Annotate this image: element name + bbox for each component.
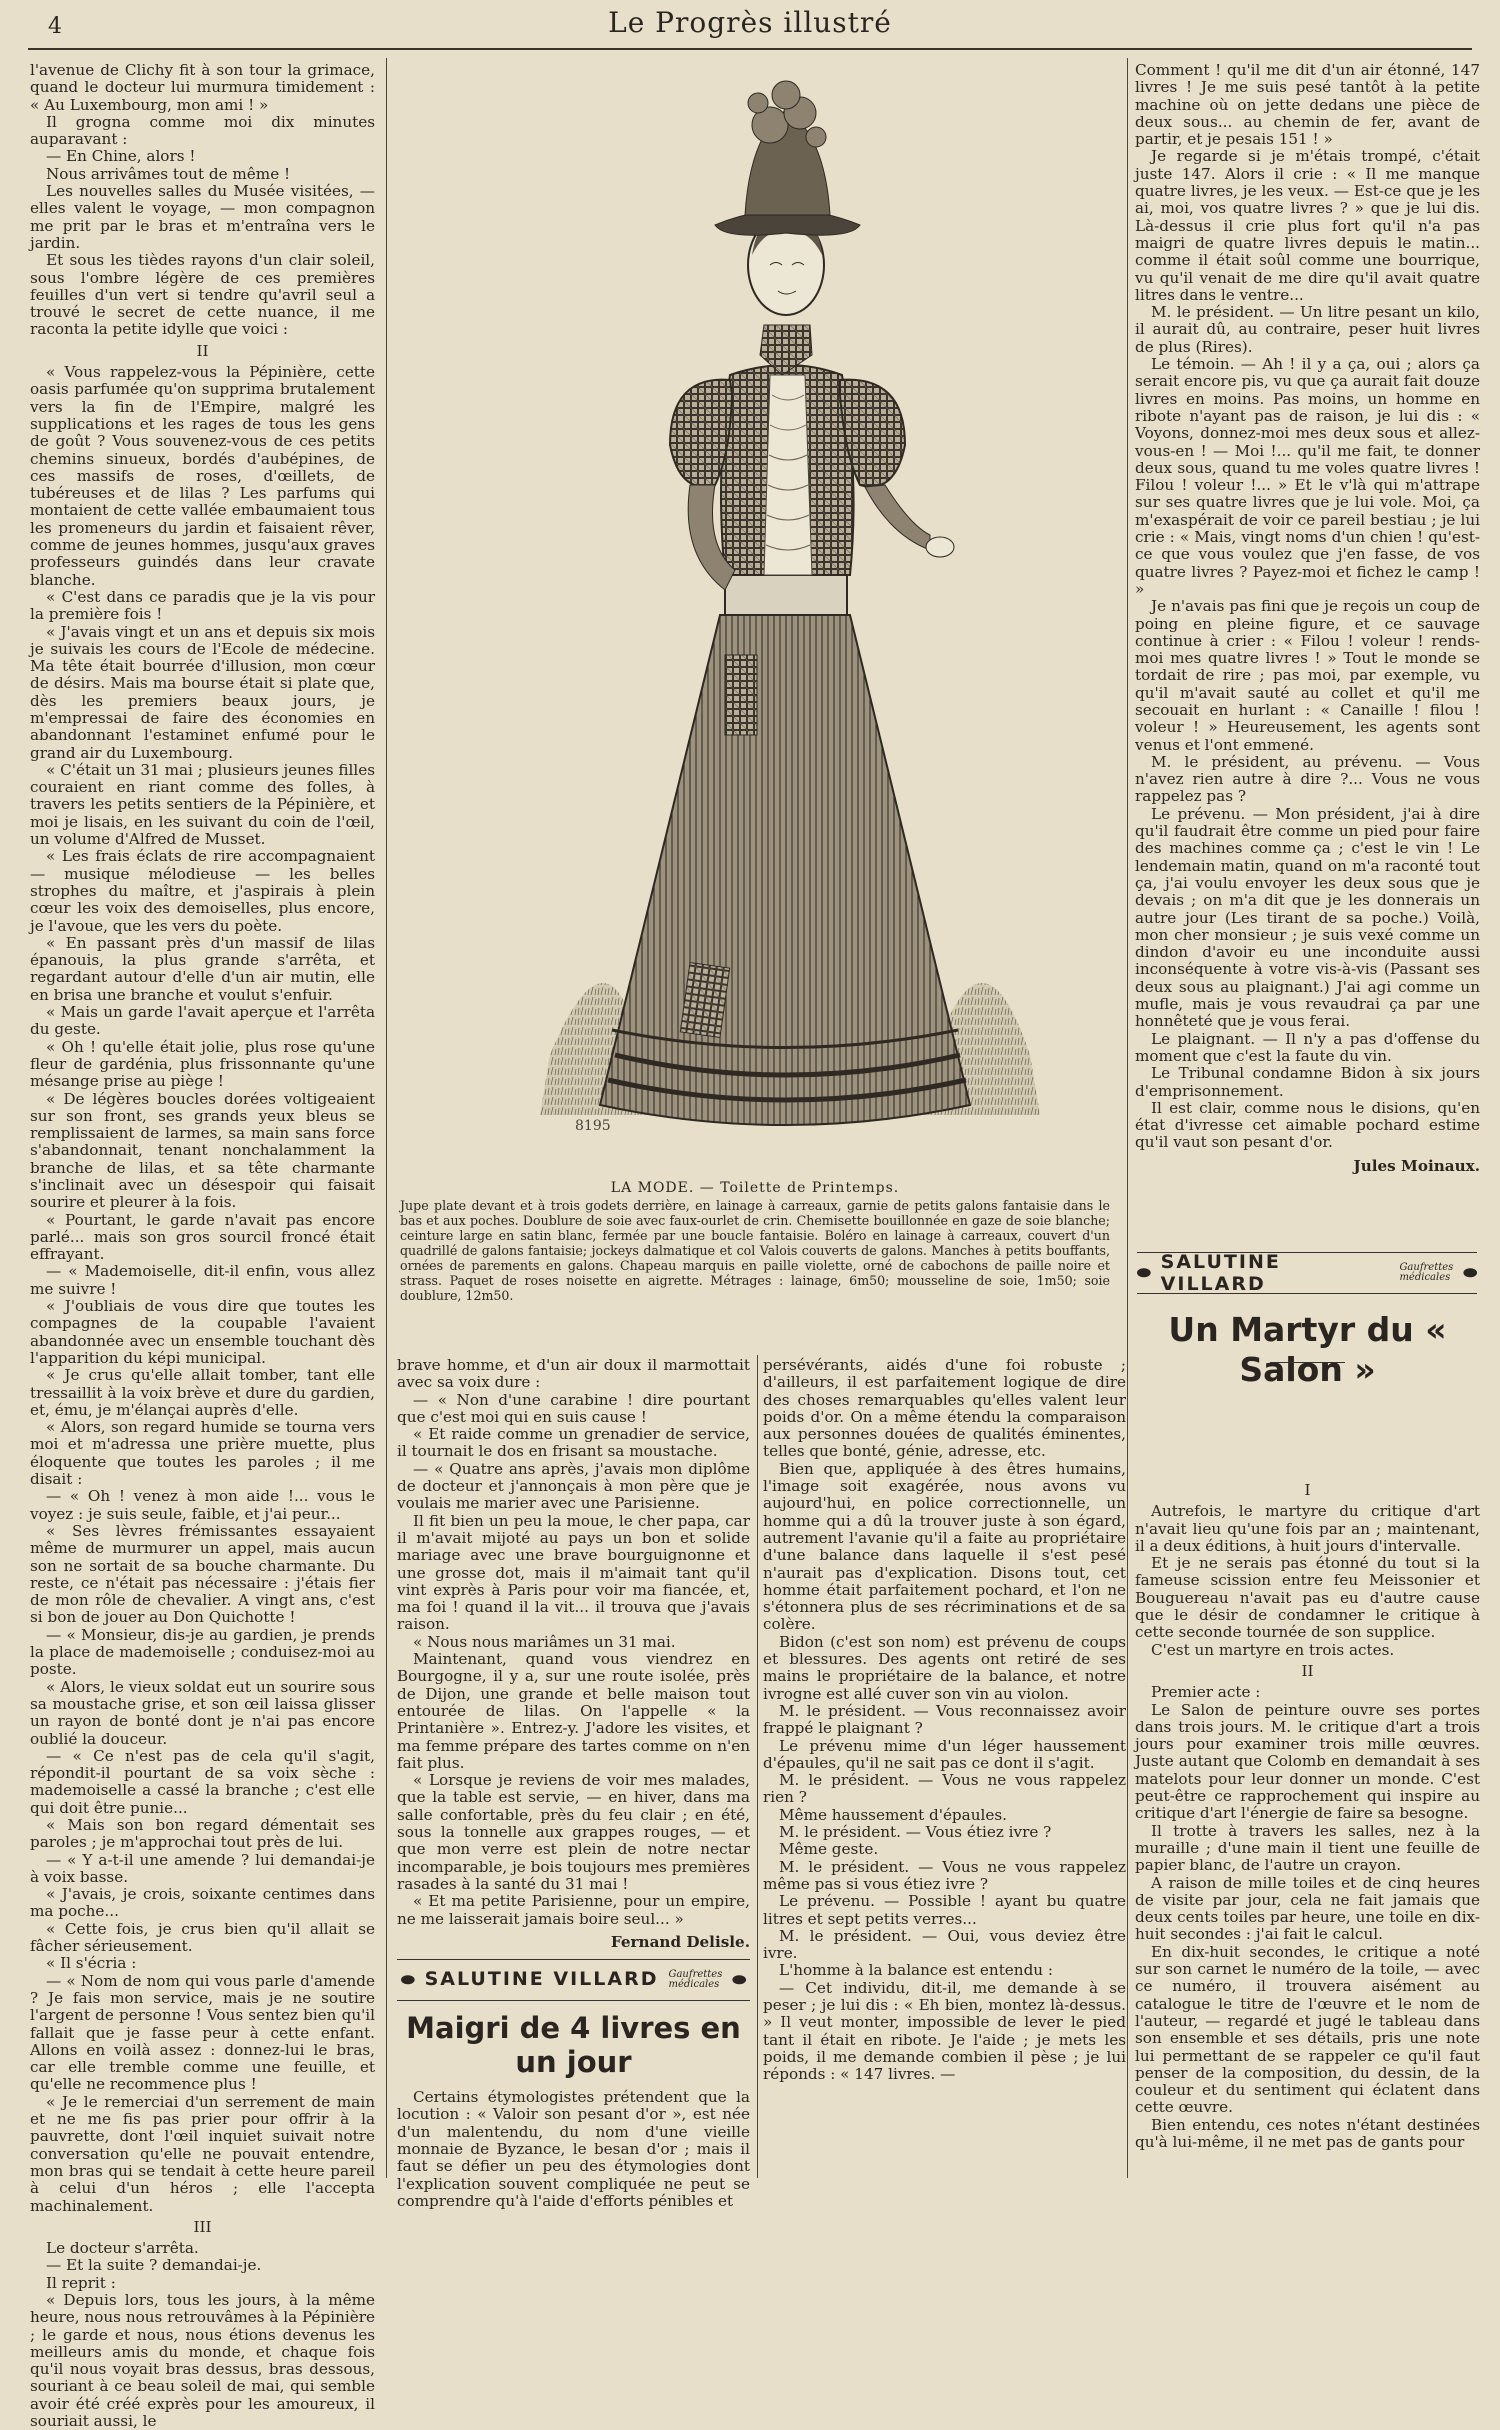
paragraph: Et je ne serais pas étonné du tout si la fameuse scission entre feu Meissonier et Bouguereau n'avait pas eu d'autre cause que le désir de condamner le critique à cette seconde tournée de son supplice. [1135, 1554, 1480, 1642]
paragraph: Bien entendu, ces notes n'étant destinées qu'à lui-même, il ne met pas de gants pour [1135, 2115, 1480, 2151]
paragraph: Je regarde si je m'étais trompé, c'était juste 147. Alors il crie : « Il me manque quatre livres, je les veux. — Est-ce que je les ai, moi, vos quatre livres ? » que je lui dis. Là-dessus il crie plus fort qu'il n'a pas maigri de quatre livres depuis le matin... comme il était soûl comme une bourrique, vu qu'il venait de me dire qu'il avait quatre litres dans le ventre... [1135, 147, 1480, 304]
paragraph: Le prévenu. — Mon président, j'ai à dire qu'il faudrait être comme un pied pour faire des machines comme ça ; c'est le vin ! Le lendemain matin, quand on m'a raconté tout ça, j'ai voulu envoyer les deux sous que je devais ; on m'a dit que je les donnerais un autre jour (Les tirant de sa poche.) Voilà, mon cher monsieur ; je suis vexé comme un dindon d'avoir eu une inconduite aussi inconséquente à votre vis-à-vis (Passant ses deux sous au plaignant.) J'ai agi comme un mufle, mais je vous revaudrai ça par une honnêteté que je vous ferai. [1135, 804, 1480, 1031]
paragraph: Je n'avais pas fini que je reçois un coup de poing en pleine figure, et ce sauvage continue à crier : « Filou ! voleur ! rends-moi mes quatre livres ! » Tout le monde se tordait de rire ; pas moi, par exemple, vu qu'il m'avait sauté au collet et qu'il me secouait en hurlant : « Canaille ! filou ! voleur ! » Heureusement, les agents sont venus et l'ont emmené. [1135, 597, 1480, 754]
illustration-caption-title: LA MODE. — Toilette de Printemps. [610, 1180, 900, 1196]
paragraph: M. le président. — Vous reconnaissez avoir frappé le plaignant ? [763, 1701, 1126, 1738]
pill-icon: ⬬ [732, 1970, 747, 1990]
paragraph: A raison de mille toiles et de cinq heures de visite par jour, cela ne fait jamais que deux cents toiles par heure, une toile en dix-huit secondes : j'ai fait le calcul. [1135, 1873, 1480, 1944]
pill-icon: ⬬ [1137, 1263, 1151, 1282]
paragraph: Le plaignant. — Il n'y a pas d'offense du moment que c'est la faute du vin. [1135, 1029, 1480, 1065]
paragraph: « Ses lèvres frémissantes essayaient même de murmurer un appel, mais aucun son ne sortait de sa bouche charmante. Du reste, ce n'était pas nécessaire : j'étais fier de mon rôle de chevalier. A vingt ans, c'est si bon de jouer au Don Quichotte ! [30, 1521, 375, 1627]
page-number: 4 [48, 14, 62, 39]
section-number: II [196, 341, 209, 360]
paragraph: « Depuis lors, tous les jours, à la même heure, nous nous retrouvâmes à la Pépinière ; le garde et nous, nous étions devenus les meilleurs amis du monde, et chaque fois qu'il nous voyait bras dessus, bras dessous, souriant à ce beau soleil de mai, qui semble avoir été créé exprès pour les amoureux, il souriait aussi, le [30, 2291, 375, 2430]
paragraph: Il fit bien un peu la moue, le cher papa, car il m'avait mijoté au pays un bon et solide mariage avec une brave bourguignonne et une grosse dot, mais il m'aimait tant qu'il vint exprès à Paris pour voir ma fiancée, et, ma foi ! quand il la vit... il trouva que j'avais raison. [397, 1511, 750, 1634]
ad-subtitle-line: Gaufrettes [668, 1969, 723, 1981]
paragraph: En dix-huit secondes, le critique a noté sur son carnet le numéro de la toile, — avec ce numéro, il trouvera aisément au catalogue le titre de l'œuvre et le nom de l'auteur, — regardé et jugé le tableau dans son ensemble et ses détails, pris une note lui permettant de se rappeler ce qu'il faut penser de la composition, du dessin, de la couleur et du sentiment qui éclatent dans cette œuvre. [1135, 1942, 1480, 2117]
paragraph: Bidon (c'est son nom) est prévenu de coups et blessures. Des agents ont retiré de ses mains le propriétaire de la balance, et notre ivrogne est allé cuver son vin au violon. [763, 1632, 1126, 1703]
paragraph: « J'avais vingt et un ans et depuis six mois je suivais les cours de l'Ecole de médecine. Ma tête était bourrée d'illusion, mon cœur de désirs. Mais ma bourse était si plate que, dès les premiers beaux jours, je m'empressai de faire des économies en abandonnant l'estaminet enfumé pour le grand air du Luxembourg. [30, 622, 375, 762]
article-headline: Un Martyr du « Salon » [1168, 1310, 1447, 1389]
column-4 [1135, 62, 1480, 1237]
author-signature: Fernand Delisle. [610, 1932, 750, 1951]
paragraph: Nous arrivâmes tout de même ! [46, 164, 291, 183]
paragraph: « Mais un garde l'avait aperçue et l'arrêta du geste. [30, 1003, 375, 1039]
paragraph: Et sous les tièdes rayons d'un clair soleil, sous l'ombre légère de ces premières feuilles d'un vert si tendre qu'avril seul a trouvé le secret de cette nuance, il me raconta la petite idylle que voici : [30, 251, 375, 339]
paragraph: « J'avais, je crois, soixante centimes dans ma poche... [30, 1885, 375, 1921]
paragraph: Comment ! qu'il me dit d'un air étonné, 147 livres ! Je me suis pesé tantôt à la petite machine où on jette dedans une pièce de deux sous... au chemin de fer, avant de partir, et je pesais 151 ! » [1135, 61, 1480, 149]
paragraph: « Il s'écria : [46, 1954, 137, 1973]
ad-subtitle-line: Gaufrettes [1399, 1262, 1454, 1273]
engraver-mark: 8195 [575, 1118, 611, 1134]
paragraph: M. le président. — Oui, vous deviez être ivre. [763, 1926, 1126, 1963]
pill-icon: ⬬ [1463, 1263, 1477, 1282]
pill-icon: ⬬ [400, 1970, 415, 1990]
column-2 [397, 1356, 750, 2210]
paragraph: Il trotte à travers les salles, nez à la muraille ; d'une main il tient une feuille de papier blanc, de l'autre un crayon. [1135, 1821, 1480, 1875]
paragraph: Certains étymologistes prétendent que la locution : « Valoir son pesant d'or », est née d'un malentendu, du nom d'une vieille monnaie de Byzance, le besan d'or ; mais il faut se défier un peu des étymologies dont l'explication souvent compliquée ne peut se comprendre qu'à l'aide d'efforts pénibles et [397, 2088, 750, 2210]
column-1 [30, 61, 375, 2430]
paragraph: « Je le remerciai d'un serrement de main et ne me fis pas prier pour offrir à la pauvrette, dont l'œil inquiet suivait notre conversation qu'elle ne pouvait entendre, mon bras qui se tendait à cette heure pareil à celui d'un héros ; elle l'accepta machinalement. [30, 2092, 375, 2215]
ad-brand: SALUTINE VILLARD [1160, 1251, 1281, 1295]
paragraph: M. le président, au prévenu. — Vous n'avez rien autre à dire ?... Vous ne vous rappelez pas ? [1135, 752, 1480, 806]
paragraph: « Pourtant, le garde n'avait pas encore parlé... mais son gros sourcil froncé était effrayant. [30, 1210, 375, 1264]
paragraph: « Et raide comme un grenadier de service, il tournait le dos en frisant sa moustache. [397, 1425, 750, 1461]
paragraph: M. le président. — Vous ne vous rappelez même pas si vous étiez ivre ? [763, 1857, 1126, 1893]
paragraph: Il reprit : [46, 2273, 116, 2292]
section-number: I [1304, 1481, 1311, 1499]
ad-subtitle [668, 1970, 722, 1990]
paragraph: « J'oubliais de vous dire que toutes les compagnes de la coupable l'avaient abandonnée avec un ensemble touchant dès l'apparition du képi municipal. [30, 1297, 375, 1367]
paragraph: « Alors, son regard humide se tourna vers moi et m'adressa une prière muette, plus éloquente que toutes les paroles ; il me disait : [30, 1418, 375, 1489]
header-rule [28, 48, 1472, 50]
paragraph: Le prévenu mime d'un léger haussement d'épaules, qu'il ne sait pas ce dont il s'agit. [763, 1736, 1126, 1772]
paragraph: Le docteur s'arrêta. [46, 2239, 199, 2258]
paragraph: — « Ce n'est pas de cela qu'il s'agit, répondit-il pourtant de sa voix sèche : mademoiselle a cassé la branche ; c'est elle qui doit être punie... [30, 1746, 375, 1817]
paragraph: — Cet individu, dit-il, me demande à se peser ; je lui dis : « Eh bien, montez là-dessus. » Il veut monter, impossible de lever le pied tant il était en ribote. Je l'aide ; je mets les poids, il me demande combien il pèse ; je lui réponds : « 147 livres. — [763, 1978, 1126, 2084]
paragraph: — « Monsieur, dis-je au gardien, je prends la place de mademoiselle ; conduisez-moi au poste. [30, 1625, 375, 1679]
paragraph: l'avenue de Clichy fit à son tour la grimace, quand le docteur lui murmura timidement : « Au Luxembourg, mon ami ! » [30, 61, 375, 114]
paragraph: « Les frais éclats de rire accompagnaient — musique mélodieuse — les belles strophes du maître, et j'aspirais à plein cœur les voix des demoiselles, plus encore, je l'avoue, que les vers du poète. [30, 847, 375, 935]
salutine-advertisement [397, 1959, 750, 2001]
paragraph: persévérants, aidés d'une foi robuste ; d'ailleurs, il est parfaitement logique de dire des choses remarquables qu'elles valent leur poids d'or. On a même étendu la comparaison aux personnes douées de qualités éminentes, telles que bonté, génie, adresse, etc. [763, 1356, 1126, 1461]
paragraph: « Je crus qu'elle allait tomber, tant elle tressaillit à la voix brève et dure du gardien, et, ému, je m'élançai auprès d'elle. [30, 1366, 375, 1419]
illustration-caption: Jupe plate devant et à trois godets derrière, en lainage à carreaux, garnie de petits galons fantaisie dans le bas et aux poches. Doublure de soie avec faux-ourlet de crin. Chemisette bouillonnée en gaze de soie blanche; ceinture large en satin blanc, fermée par une boucle fantaisie. Boléro en lainage à carreaux, couvert d'un quadrillé de galons fantaisie; jockeys dalmatique et col Valois couverts de galons. Manches à petits bouffants, ornées de parements en galons. Chapeau marquis en paille violette, orné de cabochons de paille noire et strass. Paquet de roses noisette en aigrette. Métrages : lainage, 6m50; mousseline de soie, 1m50; soie doublure, 12m50. [400, 1198, 1110, 1303]
paragraph: — « Y a-t-il une amende ? lui demandai-je à voix basse. [30, 1850, 375, 1886]
masthead: Le Progrès illustré [608, 6, 892, 39]
column-divider [1127, 58, 1128, 2178]
paragraph: Le prévenu. — Possible ! ayant bu quatre litres et sept petits verres... [763, 1892, 1126, 1928]
paragraph: M. le président. — Vous étiez ivre ? [779, 1823, 1052, 1842]
paragraph: « Vous rappelez-vous la Pépinière, cette oasis parfumée qu'on supprima brutalement vers la fin de l'Empire, malgré les supplications et les rages de tous les gens de goût ? Vous souvenez-vous de ces petits chemins sinueux, bordés d'aubépines, de ces massifs de roses, d'œillets, de tubéreuses et de lilas ? Les parfums qui montaient de cette vallée embaumaient tous les promeneurs du jardin et faisaient rêver, comme de jeunes hommes, jusqu'aux graves professeurs guindés dans leur cravate blanche. [30, 363, 375, 589]
paragraph: « Et ma petite Parisienne, pour un empire, ne me laisserait jamais boire seul... » [397, 1892, 750, 1928]
paragraph: « C'était un 31 mai ; plusieurs jeunes filles couraient en riant comme des folles, à travers les petits sentiers de la Pépinière, et moi je lisais, en les suivant du coin de l'œil, un volume d'Alfred de Musset. [30, 760, 375, 849]
paragraph: Premier acte : [1151, 1683, 1261, 1702]
headline-rule [1270, 1362, 1345, 1363]
paragraph: Même geste. [779, 1840, 879, 1859]
fashion-engraving-illustration [520, 55, 1050, 1180]
paragraph: Le Salon de peinture ouvre ses portes dans trois jours. M. le critique d'art a trois jours pour examiner trois mille œuvres. Juste autant que Colomb en demandait à ses matelots pour leur donner un monde. C'est peut-être ce rapprochement qui inspire au critique d'art l'énergie de faire sa besogne. [1135, 1700, 1480, 1823]
paragraph: — « Quatre ans après, j'avais mon diplôme de docteur et j'annonçais à mon père que je voulais me marier avec une Parisienne. [397, 1459, 750, 1513]
paragraph: — « Oh ! venez à mon aide !... vous le voyez : je suis seule, faible, et j'ai peur... [30, 1487, 375, 1523]
column-divider [386, 58, 387, 2178]
paragraph: « Oh ! qu'elle était jolie, plus rose qu'une fleur de gardénia, plus frissonnante qu'une mésange prise au piège ! [30, 1037, 375, 1091]
paragraph: « Cette fois, je crus bien qu'il allait se fâcher sérieusement. [30, 1919, 375, 1956]
paragraph: M. le président. — Vous ne vous rappelez rien ? [763, 1771, 1126, 1807]
section-number: III [193, 2217, 212, 2236]
paragraph: « Nous nous mariâmes un 31 mai. [413, 1632, 676, 1651]
ad-subtitle-line: médicales [668, 1979, 720, 1991]
column-4-continued [1135, 1478, 1480, 2178]
paragraph: « De légères boucles dorées voltigeaient sur son front, ses grands yeux bleus se remplissaient de larmes, sa main sans force s'abandonnait, tenant nonchalamment la branche de lilas, et sa tête charmante s'inclinait avec un désespoir qui faisait sourire et pleurer à la fois. [30, 1089, 375, 1212]
ad-subtitle [1399, 1263, 1453, 1283]
paragraph: Autrefois, le martyre du critique d'art n'avait lieu qu'une fois par an ; maintenant, il a deux éditions, à huit jours d'intervalle. [1135, 1502, 1480, 1555]
paragraph: — En Chine, alors ! [46, 147, 196, 166]
paragraph: Les nouvelles salles du Musée visitées, — elles valent le voyage, — mon compagnon me prit par le bras et m'entraîna vers le jardin. [30, 182, 375, 252]
paragraph: L'homme à la balance est entendu : [779, 1961, 1054, 1980]
paragraph: — « Mademoiselle, dit-il enfin, vous allez me suivre ! [30, 1262, 375, 1298]
paragraph: Le Tribunal condamne Bidon à six jours d'emprisonnement. [1135, 1064, 1480, 1100]
paragraph: — Et la suite ? demandai-je. [46, 2256, 262, 2275]
paragraph: Il grogna comme moi dix minutes auparavant : [30, 112, 375, 149]
paragraph: C'est un martyre en trois actes. [1151, 1640, 1395, 1659]
paragraph: « Lorsque je reviens de voir mes malades, que la table est servie, — en hiver, dans ma salle confortable, près du feu clair ; en été, sous la tonnelle aux grappes rouges, — et que mon verre est plein de notre nectar incomparable, je bois toujours mes premières rasades à la santé du 31 mai ! [397, 1771, 750, 1893]
paragraph: — « Non d'une carabine ! dire pourtant que c'est moi qui en suis cause ! [397, 1390, 750, 1426]
author-signature: Jules Moinaux. [1353, 1156, 1480, 1175]
ad-brand: SALUTINE VILLARD [424, 1968, 659, 1991]
paragraph: brave homme, et d'un air doux il marmottait avec sa voix dure : [397, 1356, 750, 1392]
paragraph: « En passant près d'un massif de lilas épanouis, la plus grande s'arrêta, et regardant autour d'elle d'un air mutin, elle en brisa une branche et voulut s'enfuir. [30, 933, 375, 1004]
paragraph: « C'est dans ce paradis que je la vis pour la première fois ! [30, 587, 375, 624]
salutine-advertisement [1137, 1252, 1477, 1294]
paragraph: Le témoin. — Ah ! il y a ça, oui ; alors ça serait encore pis, vu que ça aurait fait douze livres en moins. Pas moins, un homme en ribote n'ayant pas de raison, je lui dis : « Voyons, donnez-moi mes deux sous et allez-vous-en ! — Moi !... qu'il me fait, te donner deux sous, quand tu me voles quatre livres ! Filou ! voleur !... » Et le v'là qui m'attrape sur ses quatre livres que je lui vole. Moi, ça m'exaspérait de voir ce pareil bestiau ; je lui crie : « Mais, vingt noms d'un chien ! qu'est-ce que vous voulez que j'en fasse, de vos quatre livres ? Payez-moi et fichez le camp ! » [1135, 355, 1480, 598]
paragraph: Bien que, appliquée à des êtres humains, l'image soit exagérée, nous avons vu aujourd'hui, en police correctionnelle, un homme qui a dû la trouver juste à son égard, autrement l'avanie qu'il a faite au propriétaire d'une balance dans laquelle il s'est pesé n'aurait pas d'explication. Disons tout, cet homme était parfaitement pochard, et l'on ne s'étonnera plus de ses récriminations et de sa colère. [763, 1459, 1126, 1634]
column-3 [763, 1357, 1126, 2177]
article-headline: Maigri de 4 livres en un jour [406, 2011, 741, 2080]
paragraph: Maintenant, quand vous viendrez en Bourgogne, il y a, sur une route isolée, près de Dijon, une grande et belle maison tout entourée de lilas. On l'appelle « la Printanière ». Entrez-y. J'adore les visites, et ma femme prépare des tartes comme on n'en fait plus. [397, 1650, 750, 1772]
column-divider [757, 1355, 758, 2178]
paragraph: M. le président. — Un litre pesant un kilo, il aurait dû, au contraire, peser huit livres de plus (Rires). [1135, 303, 1480, 356]
paragraph: — « Nom de nom qui vous parle d'amende ? Je fais mon service, mais je ne soutire l'argent de personne ! Vous sentez bien qu'il fallait que je fasse peur à cette enfant. Allons en voilà assez : donnez-lui le bras, car elle tremble comme une feuille, et qu'elle ne recommence plus ! [30, 1971, 375, 2094]
paragraph: « Mais son bon regard démentait ses paroles ; je m'approchai tout près de lui. [30, 1815, 375, 1852]
ad-subtitle-line: médicales [1399, 1272, 1451, 1283]
paragraph: « Alors, le vieux soldat eut un sourire sous sa moustache grise, et son œil laissa glisser un rayon de bonté dont je n'ai pas encore oublié la douceur. [30, 1677, 375, 1748]
paragraph: Il est clair, comme nous le disions, qu'en état d'ivresse cet aimable pochard estime qu'il vaut son pesant d'or. [1135, 1098, 1480, 1152]
paragraph: Même haussement d'épaules. [779, 1805, 1007, 1824]
section-number: II [1301, 1661, 1314, 1680]
